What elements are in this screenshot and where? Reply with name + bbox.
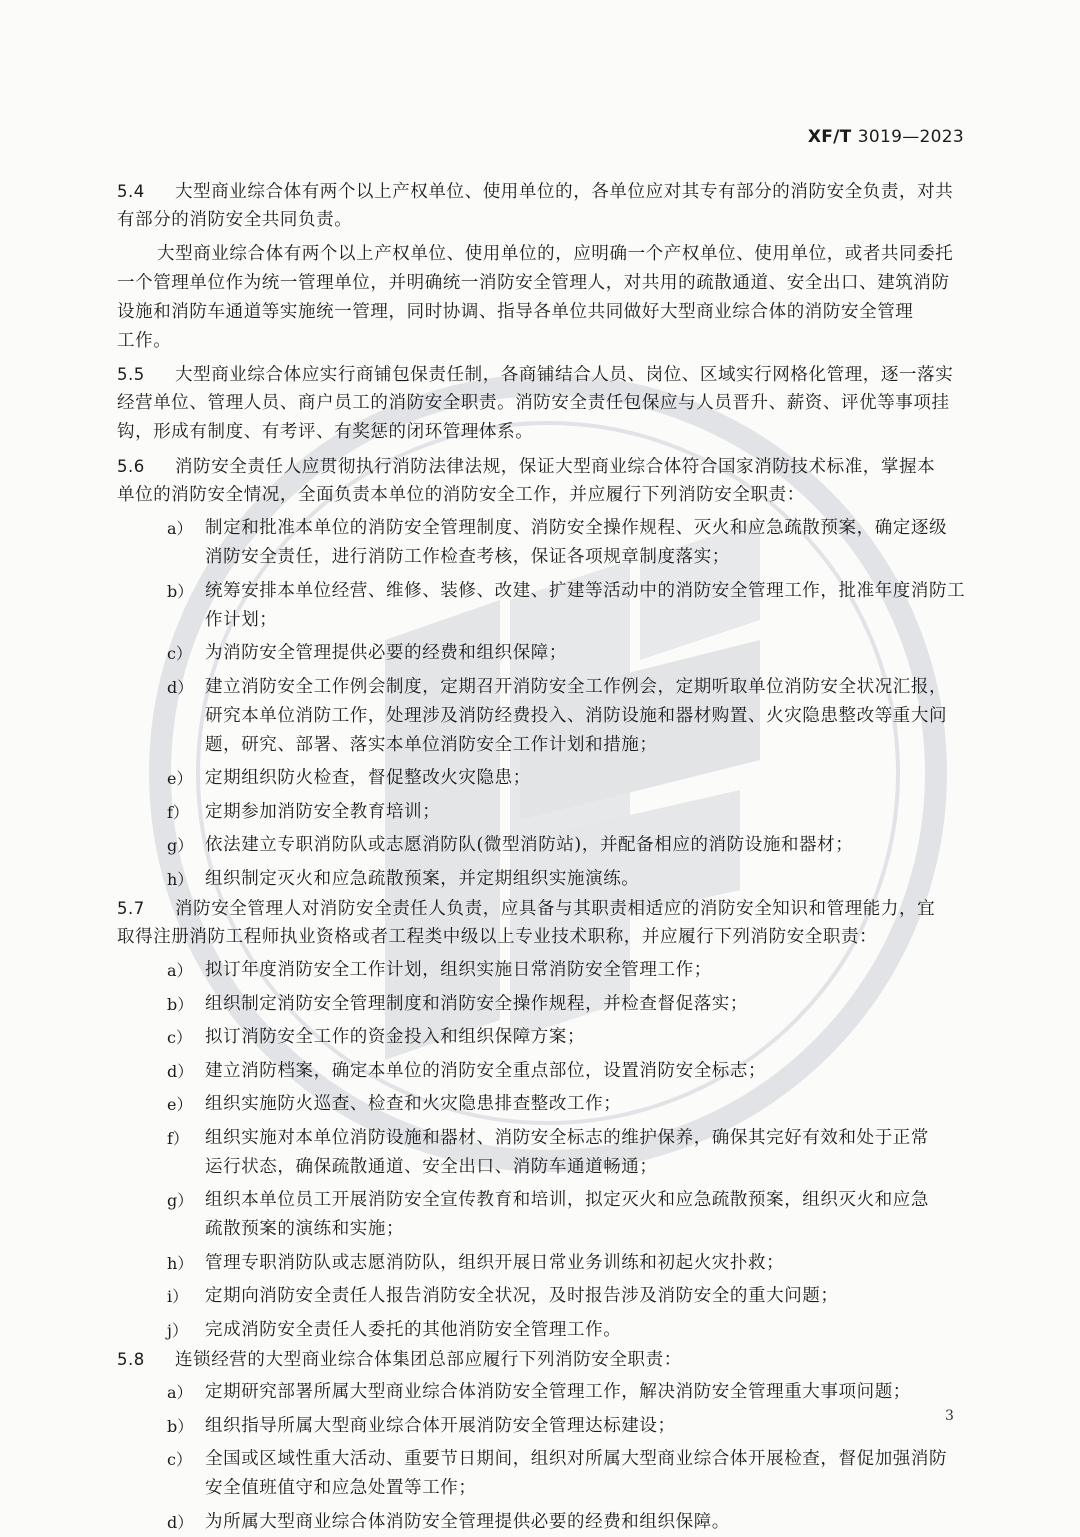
page-number: 3 [945, 1408, 954, 1424]
list-item-marker: g） [167, 1191, 194, 1210]
clause-text-line: 消防安全责任人应贯彻执行消防法律法规，保证大型商业综合体符合国家消防技术标准，掌握本 [175, 456, 936, 477]
list-item-marker: e） [167, 1095, 193, 1114]
list-item-marker: c） [167, 644, 192, 663]
list-item-marker: d） [167, 677, 194, 697]
list-item: g） 组织本单位员工开展消防安全宣传教育和培训，拟定灭火和应急疏散预案，组织灭火和应急 疏散预案的演练和实施； [117, 1186, 966, 1244]
list-item: a） 定期研究部署所属大型商业综合体消防安全管理工作，解决消防安全管理重大事项问题； [117, 1378, 966, 1407]
list-item-marker: i） [167, 1287, 189, 1306]
list-item-marker: b） [167, 1416, 194, 1436]
clause-5-5 [117, 360, 966, 447]
list-item: a） 制定和批准本单位的消防安全管理制度、消防安全操作规程、灭火和应急疏散预案，确定逐级 消防安全责任，进行消防工作检查考核，保证各项规章制度落实； [117, 514, 966, 572]
clause-number: 5.6 [117, 456, 145, 476]
list-item-marker: a） [167, 961, 193, 980]
clause-text-line: 大型商业综合体有两个以上产权单位、使用单位的，各单位应对其专有部分的消防安全负责，对共 [175, 182, 954, 202]
list-item-marker: b） [167, 581, 194, 601]
clause-text-line: 大型商业综合体有两个以上产权单位、使用单位的，应明确一个产权单位、使用单位，或者共同委托 [157, 243, 954, 264]
list-item-marker: j） [167, 1320, 188, 1340]
clause-text-line: 有部分的消防安全共同负责。 [117, 210, 353, 230]
list-item: c） 全国或区域性重大活动、重要节日期间，组织对所属大型商业综合体开展检查，督促加强消防 安全值班值守和应急处置等工作； [117, 1445, 966, 1503]
list-item: d） 为所属大型商业综合体消防安全管理提供必要的经费和组织保障。 [117, 1508, 966, 1537]
list-item-marker: d） [167, 1512, 194, 1532]
clause-5-4-paragraph-2 [117, 240, 966, 356]
document-body [117, 177, 966, 1537]
clause-text-line: 连锁经营的大型商业综合体集团总部应履行下列消防安全职责： [175, 1349, 682, 1370]
clause-text-line: 设施和消防车通道等实施统一管理，同时协调、指导各单位共同做好大型商业综合体的消防安全管理 [117, 301, 914, 322]
clause-5-4 [117, 177, 966, 235]
standard-number: 3019—2023 [857, 127, 964, 147]
list-item: f） 组织实施对本单位消防设施和器材、消防安全标志的维护保养，确保其完好有效和处于正常 运行状态，确保疏散通道、安全出口、消防车通道畅通； [117, 1124, 966, 1182]
list-item: d） 建立消防安全工作例会制度，定期召开消防安全工作例会，定期听取单位消防安全状况汇报， 研究本单位消防工作，处理涉及消防经费投入、消防设施和器材购置、火灾隐患整改等重大问 题，研究、部署、落实本单位消防安全工作计划和措施； [117, 673, 966, 760]
clause-5-6 [117, 452, 966, 894]
list-item-marker: h） [167, 869, 194, 889]
list-item: d） 建立消防档案，确定本单位的消防安全重点部位，设置消防安全标志； [117, 1057, 966, 1086]
list-item: e） 组织实施防火巡查、检查和火灾隐患排查整改工作； [117, 1090, 966, 1119]
list-item: j） 完成消防安全责任人委托的其他消防安全管理工作。 [117, 1316, 966, 1345]
list-item-marker: g） [167, 836, 194, 855]
list-item: e） 定期组织防火检查，督促整改火灾隐患； [117, 764, 966, 793]
list-item: a） 拟订年度消防安全工作计划，组织实施日常消防安全管理工作； [117, 956, 966, 985]
list-item-marker: d） [167, 1061, 194, 1081]
list-item: f） 定期参加消防安全教育培训； [117, 798, 966, 827]
clause-text-line: 经营单位、管理人员、商户员工的消防安全职责。消防安全责任包保应与人员晋升、薪资、评优等事项挂 [117, 393, 950, 413]
clause-5-8 [117, 1345, 966, 1537]
list-item: b） 组织制定消防安全管理制度和消防安全操作规程，并检查督促落实； [117, 990, 966, 1019]
clause-text-line: 消防安全管理人对消防安全责任人负责，应具备与其职责相适应的消防安全知识和管理能力，宜 [175, 898, 936, 919]
list-item-marker: c） [167, 1028, 192, 1047]
list-item: c） 为消防安全管理提供必要的经费和组织保障； [117, 639, 966, 668]
list-item: b） 组织指导所属大型商业综合体开展消防安全管理达标建设； [117, 1412, 966, 1441]
list-item: i） 定期向消防安全责任人报告消防安全状况，及时报告涉及消防安全的重大问题； [117, 1282, 966, 1311]
list-item: g） 依法建立专职消防队或志愿消防队(微型消防站)，并配备相应的消防设施和器材； [117, 831, 966, 860]
list-item-marker: e） [167, 769, 193, 788]
clause-5-7 [117, 894, 966, 1345]
list-item-marker: h） [167, 1253, 194, 1273]
list-item-marker: a） [167, 519, 193, 538]
clause-number: 5.5 [117, 365, 145, 384]
list-item: b） 统筹安排本单位经营、维修、装修、改建、扩建等活动中的消防安全管理工作，批准年度消防工 作计划； [117, 577, 966, 635]
standard-prefix: XF/T [807, 127, 852, 147]
list-item-marker: b） [167, 994, 194, 1014]
clause-text-line: 一个管理单位作为统一管理单位，并明确统一消防安全管理人，对共用的疏散通道、安全出口、建筑消防 [117, 272, 950, 293]
list-item-marker: c） [167, 1450, 192, 1469]
clause-text-line: 大型商业综合体应实行商铺包保责任制，各商铺结合人员、岗位、区域实行网格化管理，逐一落实 [175, 365, 954, 385]
standard-code [808, 127, 964, 147]
clause-number: 5.8 [117, 1349, 145, 1369]
clause-text-line: 单位的消防安全情况，全面负责本单位的消防安全工作，并应履行下列消防安全职责： [117, 484, 805, 505]
clause-text-line: 取得注册消防工程师执业资格或者工程类中级以上专业技术职称，并应履行下列消防安全职责： [117, 926, 878, 947]
list-item: h） 管理专职消防队或志愿消防队，组织开展日常业务训练和初起火灾扑救； [117, 1249, 966, 1278]
list-item-marker: a） [167, 1383, 193, 1402]
list-item: c） 拟订消防安全工作的资金投入和组织保障方案； [117, 1023, 966, 1052]
list-item: h） 组织制定灭火和应急疏散预案，并定期组织实施演练。 [117, 865, 966, 894]
clause-number: 5.7 [117, 898, 145, 918]
clause-text-line: 工作。 [117, 330, 172, 351]
list-item-marker: f） [167, 802, 189, 822]
clause-text-line: 钩，形成有制度、有考评、有奖惩的闭环管理体系。 [117, 422, 534, 442]
clause-number: 5.4 [117, 182, 145, 201]
list-item-marker: f） [167, 1128, 189, 1148]
